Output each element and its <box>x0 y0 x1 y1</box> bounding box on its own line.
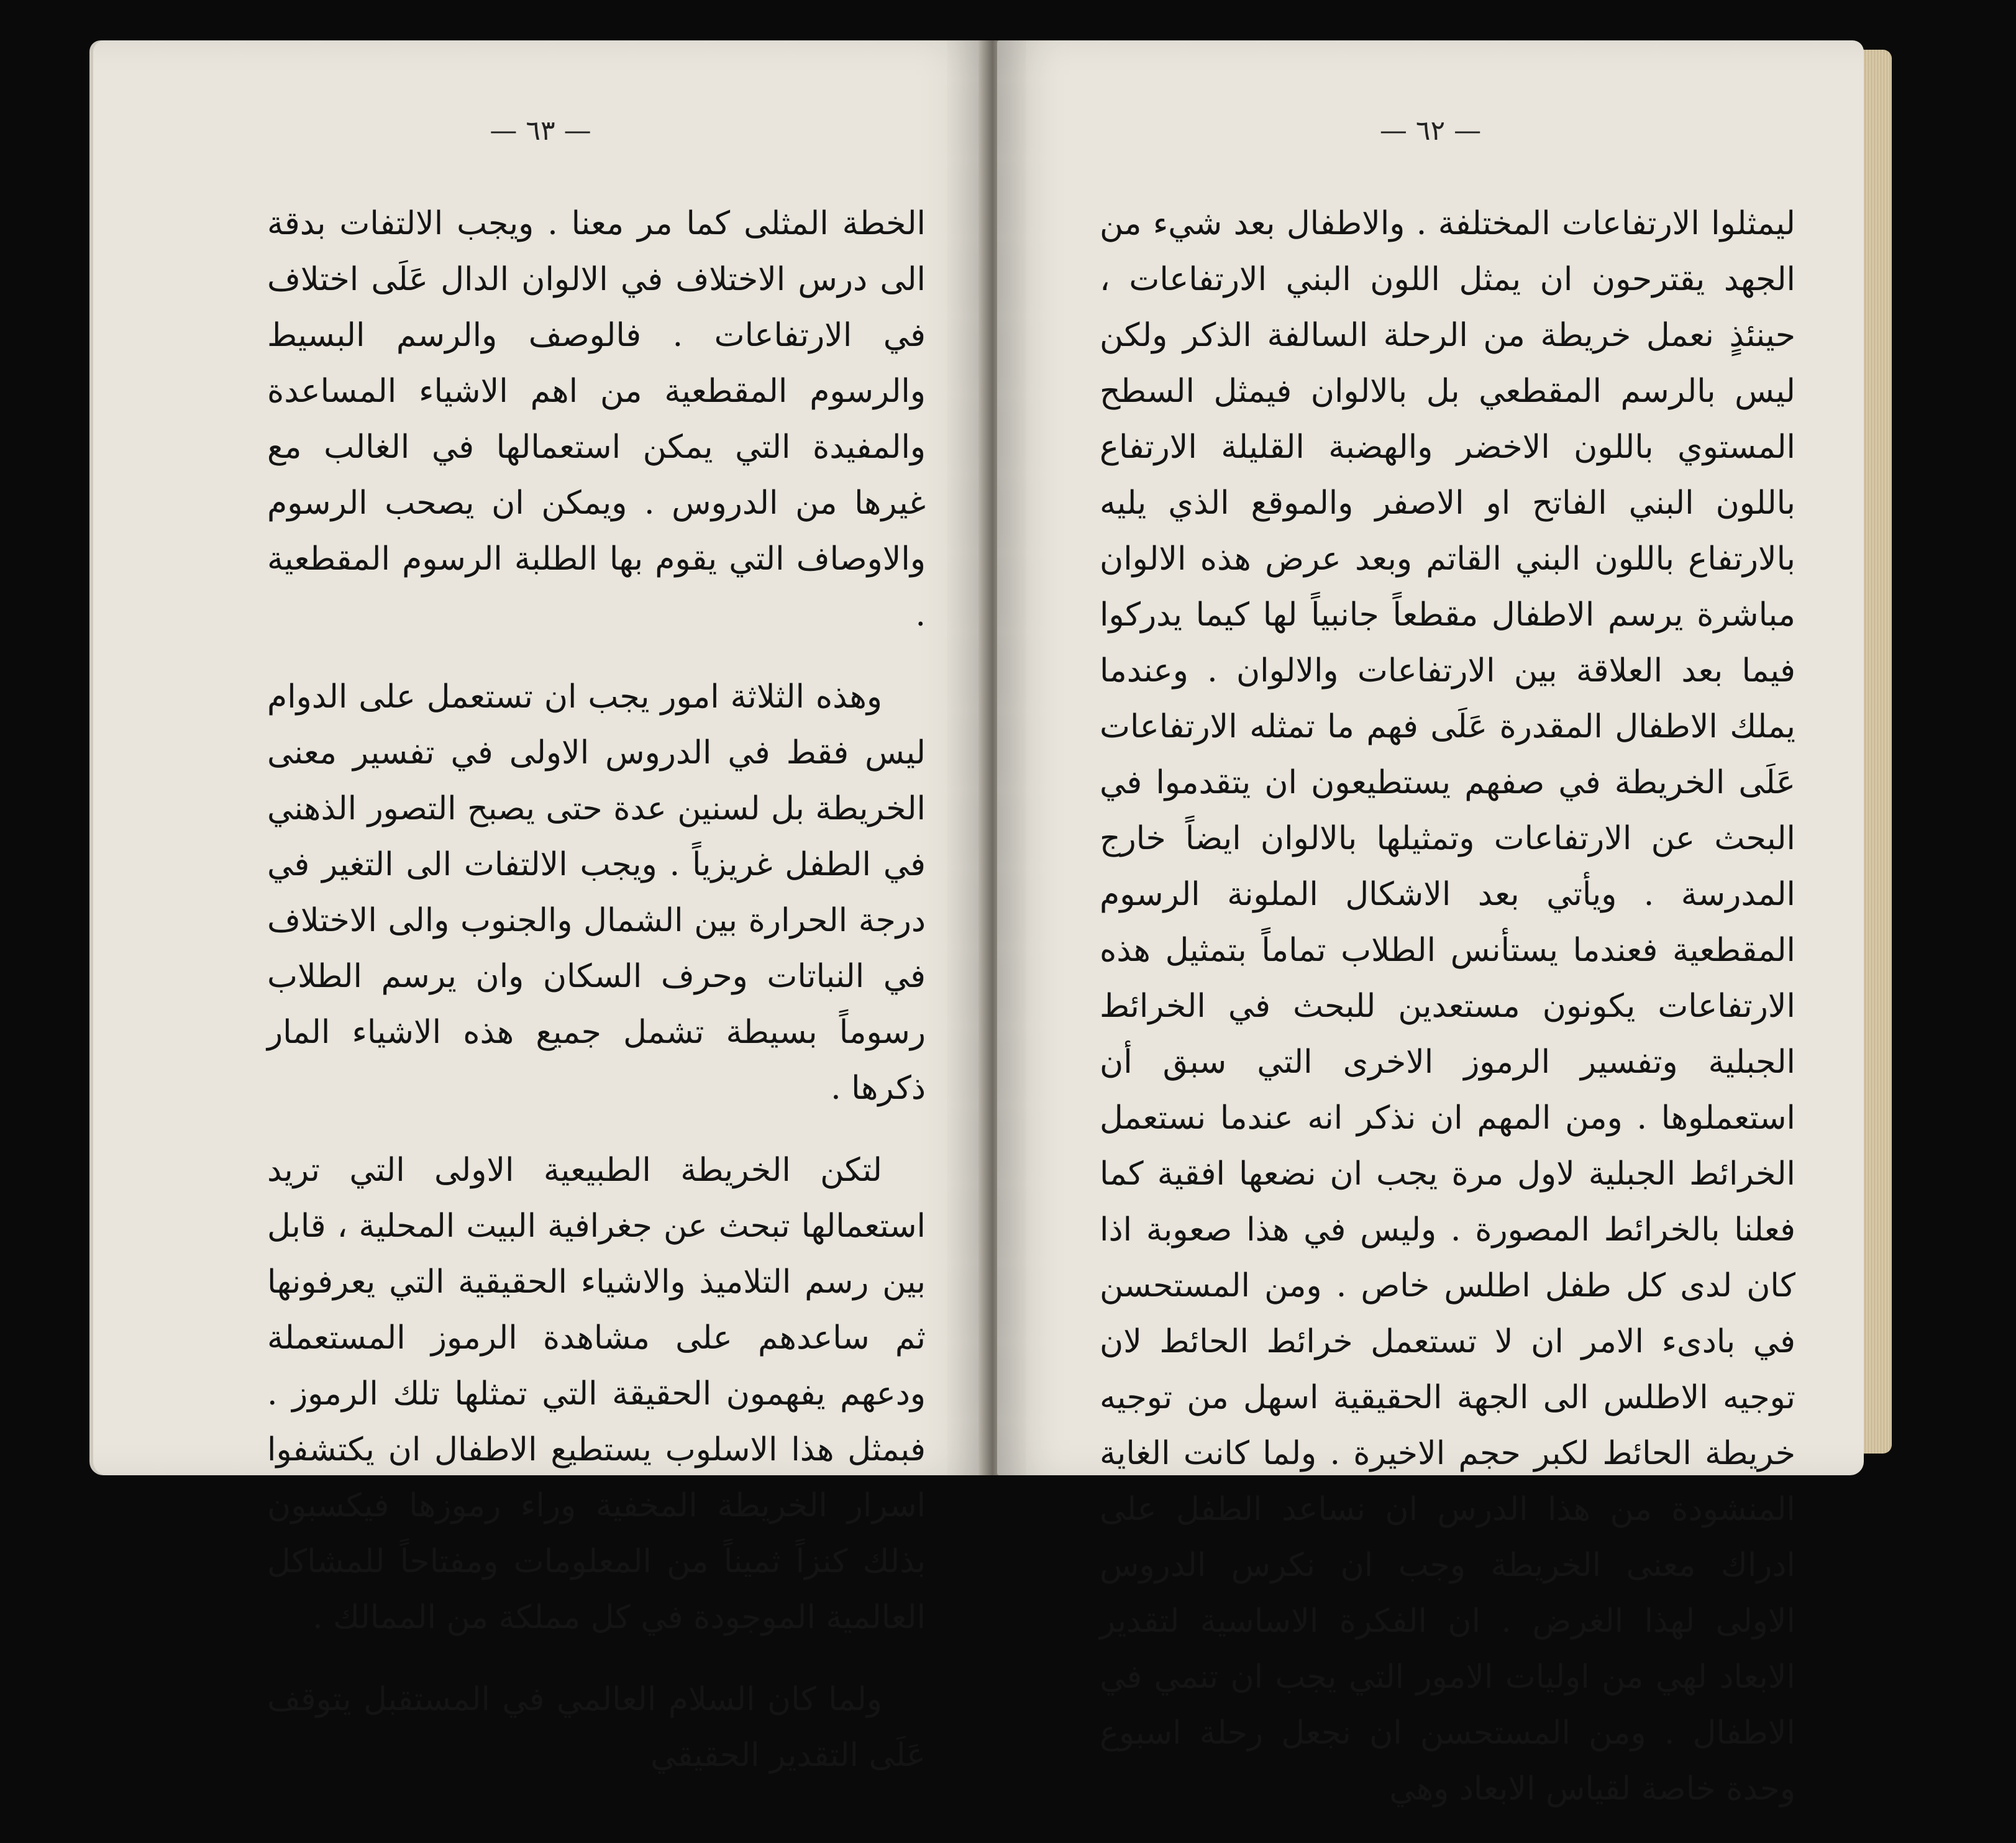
right-page-text <box>1100 196 1795 1843</box>
page-edges <box>1861 50 1892 1454</box>
left-page <box>93 40 988 1774</box>
left-page-text <box>267 196 926 1809</box>
paragraph: لتكن الخريطة الطبيعية الاولى التي تريد استعمالها تبحث عن جغرافية البيت المحلية ، قابل بين رسم التلاميذ والاشياء الحقيقية التي يعرفونها ثم ساعدهم على مشاهدة الرموز المستعملة ودعهم يفهمون الحقيقة التي تمثلها تلك الرموز . فبمثل هذا الاسلوب يستطيع الاطفال ان يكتشفوا اسرار الخريطة المخفية وراء رموزها فيكسبون بذلك كنزاً ثميناً من المعلومات ومفتاحاً للمشاكل العالمية الموجودة في كل مملكة من الممالك . <box>267 1152 926 1636</box>
paragraph: الخطة المثلى كما مر معنا . ويجب الالتفات بدقة الى درس الاختلاف في الالوان الدال عَلَى اختلاف في الارتفاعات . فالوصف والرسم البسيط والرسوم المقطعية من اهم الاشياء المساعدة والمفيدة التي يمكن استعمالها في الغالب مع غيرها من الدروس . ويمكن ان يصحب الرسوم والاوصاف التي يقوم بها الطلبة الرسوم المقطعية . <box>267 205 926 634</box>
paragraph: ولما كان السلام العالمي في المستقبل يتوقف عَلَى التقدير الحقيقي <box>267 1681 926 1774</box>
paragraph: وهذه الثلاثة امور يجب ان تستعمل على الدوام ليس فقط في الدروس الاولى في تفسير معنى الخريطة بل لسنين عدة حتى يصبح التصور الذهني في الطفل غريزياً . ويجب الالتفات الى التغير في درجة الحرارة بين الشمال والجنوب والى الاختلاف في النباتات وحرف السكان وان يرسم الطلاب رسوماً بسيطة تشمل جميع هذه الاشياء المار ذكرها . <box>267 678 926 1107</box>
page-number-right: — ٦٢ — <box>1379 115 1482 147</box>
open-book <box>93 31 1895 1808</box>
page-number-left: — ٦٣ — <box>490 115 591 147</box>
paragraph: ليمثلوا الارتفاعات المختلفة . والاطفال بعد شيء من الجهد يقترحون ان يمثل اللون البني الارتفاعات ، حينئذٍ نعمل خريطة من الرحلة السالفة الذكر ولكن ليس بالرسم المقطعي بل بالالوان فيمثل السطح المستوي باللون الاخضر والهضبة القليلة الارتفاع باللون البني الفاتح او الاصفر والموقع الذي يليه بالارتفاع باللون البني القاتم وبعد عرض هذه الالوان مباشرة يرسم الاطفال مقطعاً جانبياً لها كيما يدركوا فيما بعد العلاقة بين الارتفاعات والالوان . وعندما يملك الاطفال المقدرة عَلَى فهم ما تمثله الارتفاعات عَلَى الخريطة في صفهم يستطيعون ان يتقدموا في البحث عن الارتفاعات وتمثيلها بالالوان ايضاً خارج المدرسة . ويأتي بعد الاشكال الملونة الرسوم المقطعية فعندما يستأنس الطلاب تماماً بتمثيل هذه الارتفاعات يكونون مستعدين للبحث في الخرائط الجبلية وتفسير الرموز الاخرى التي سبق أن استعملوها . ومن المهم ان نذكر انه عندما نستعمل الخرائط الجبلية لاول مرة يجب ان نضعها افقية كما فعلنا بالخرائط المصورة . وليس في هذا صعوبة اذا كان لدى كل طفل اطلس خاص . ومن المستحسن في بادىء الامر ان لا تستعمل خرائط الحائط لان توجيه الاطلس الى الجهة الحقيقية اسهل من توجيه خريطة الحائط لكبر حجم الاخيرة . ولما كانت الغاية المنشودة من هذا الدرس ان نساعد الطفل على ادراك معنى الخريطة وجب ان نكرس الدروس الاولى لهذا الغرض . ان الفكرة الاساسية لتقدير الابعاد لهي من اوليات الامور التي يجب ان تنمي في الاطفال . ومن المستحسن ان نجعل رحلة اسبوع وحدة خاصة لقياس الابعاد وهي <box>1100 205 1796 1808</box>
right-page <box>997 40 1864 1808</box>
